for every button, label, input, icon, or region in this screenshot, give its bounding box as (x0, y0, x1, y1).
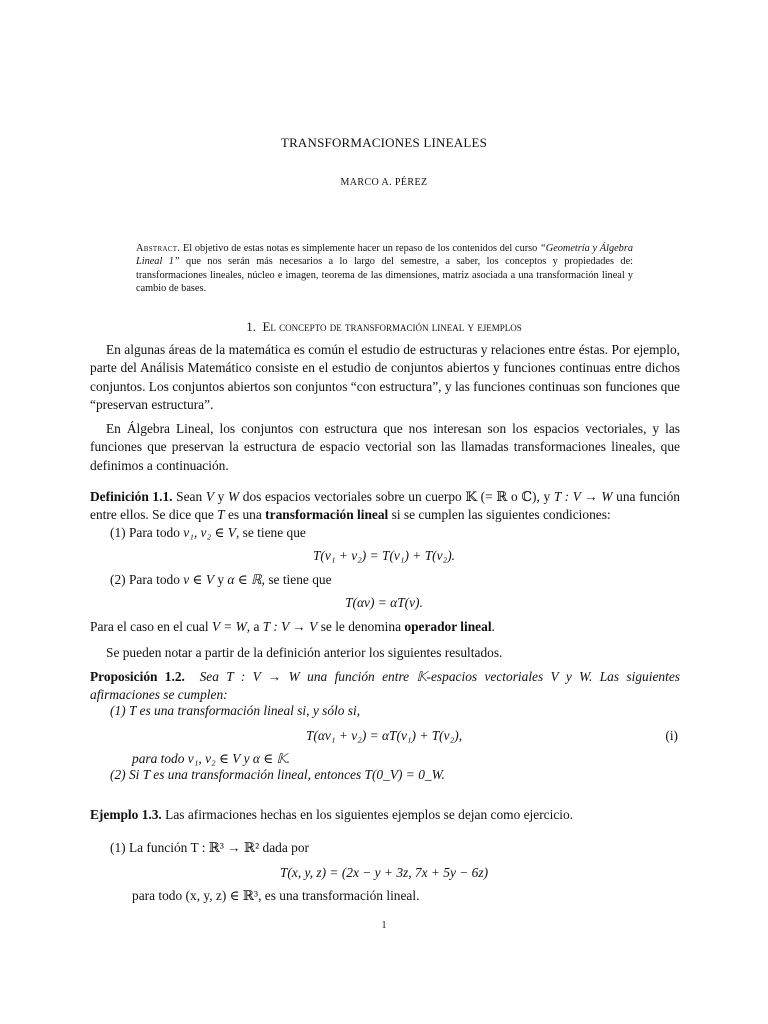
definition-var-w: W (227, 489, 240, 504)
definition-term: transformación lineal (265, 507, 389, 523)
paper-author: MARCO A. PÉREZ (340, 177, 428, 188)
definition-text: una función entre ellos. Se dice que (90, 489, 681, 523)
condition-label: (1) Para todo (110, 525, 184, 540)
definition-text: dos espacios vectoriales sobre un cuerpo (239, 489, 466, 504)
case-term: operador lineal (404, 619, 492, 634)
condition-vars: v ∈ V (183, 572, 214, 587)
definition-text: si se cumplen las siguientes condiciones: (388, 507, 611, 523)
case-text: se le denomina (317, 619, 405, 634)
definition-label: Definición 1.1. (90, 489, 173, 504)
example-text: Las afirmaciones hechas en los siguientes ejemplos se dejan como ejercicio. (161, 807, 574, 822)
abstract (136, 242, 633, 296)
equation-additivity: T(v₁ + v₂) = T(v₁) + T(v₂). (312, 548, 456, 563)
section-heading (0, 319, 768, 335)
proposition-item-1-tail: para todo v₁, v₂ ∈ V y α ∈ 𝕂. (132, 751, 290, 766)
remark-sentence: Se pueden notar a partir de la definición anterior los siguientes resultados. (106, 645, 503, 660)
equation-number: (i) (665, 728, 678, 743)
condition-label: (2) Para todo (110, 572, 184, 587)
condition-alpha: α ∈ ℝ (227, 572, 262, 587)
case-equation: V = W (211, 619, 247, 634)
condition-text: y (214, 572, 228, 587)
section-title: El concepto de transformación lineal y ejemplos (262, 319, 522, 334)
case-map: T : V → V (262, 619, 318, 634)
paragraph-2: En Álgebra Lineal, los conjuntos con estructura que nos interesan son los espacios vectoriales, y las funciones que preservan la estructura de espacio vectorial son las llamadas transformaciones lineales, que definimos a continuación. (90, 421, 680, 473)
example-label: Ejemplo 1.3. (90, 807, 162, 822)
abstract-course: “Geometría y Álgebra Lineal 1” (136, 243, 633, 268)
example-item-1: (1) La función T : ℝ³ → ℝ² dada por (110, 840, 309, 855)
paragraph-1: En algunas áreas de la matemática es común el estudio de estructuras y relaciones entre éstas. Por ejemplo, parte del Análisis Matemático consiste en el estudio de conjuntos abiertos y funciones continuas entre dichos conjuntos. Los conjuntos abiertos son conjuntos “con estructura”, y las funciones continuas son funciones que “preservan estructura”. (90, 342, 680, 412)
definition-block (90, 488, 680, 525)
definition-condition-1 (110, 525, 306, 541)
linear-operator-sentence (90, 619, 495, 635)
equation-homogeneity: T(αv) = αT(v). (345, 595, 423, 610)
definition-text: Sean (172, 489, 206, 504)
definition-map: T : V → W (553, 489, 613, 504)
proposition-item-2: (2) Si T es una transformación lineal, entonces T(0_V) = 0_W. (110, 767, 445, 782)
definition-field: 𝕂 (= ℝ o ℂ) (465, 489, 537, 504)
case-text: Para el caso en el cual (90, 619, 212, 634)
definition-text: es una (224, 507, 266, 523)
section-number: 1. (246, 319, 256, 334)
definition-text: , y (536, 489, 554, 504)
proposition-block (90, 668, 680, 705)
definition-var-t: T (217, 507, 225, 523)
example-item-1-tail: para todo (x, y, z) ∈ ℝ³, es una transformación lineal. (132, 888, 420, 903)
abstract-text-after: que nos serán más necesarios a lo largo del semestre, a saber, los conceptos y propiedades de: transformaciones lineales, núcleo e imagen, teorema de las dimensiones, matriz asociada a una transformación lineal y cambio de bases. (136, 256, 634, 295)
equation-linear-combination: T(αv₁ + v₂) = αT(v₁) + T(v₂), (305, 728, 463, 743)
abstract-text-before: El objetivo de estas notas es simplemente hacer un repaso de los contenidos del curso (180, 243, 541, 254)
definition-condition-2 (110, 572, 332, 588)
proposition-label: Proposición 1.2. (90, 669, 185, 684)
abstract-label: Abstract. (136, 243, 181, 254)
example-heading (90, 807, 573, 823)
definition-text: y (214, 489, 228, 504)
condition-tail: , se tiene que (261, 572, 332, 587)
case-text: , a (246, 619, 263, 634)
equation-example: T(x, y, z) = (2x − y + 3z, 7x + 5y − 6z) (279, 865, 489, 880)
proposition-statement: Sea T : V → W una función entre 𝕂-espacios vectoriales V y W. Las siguientes afirmaciones se cumplen: (90, 669, 680, 703)
condition-tail: , se tiene que (235, 525, 306, 540)
page-number: 1 (381, 920, 387, 931)
proposition-item-1: (1) T es una transformación lineal si, y sólo si, (110, 703, 361, 718)
condition-vars: v₁, v₂ ∈ V (183, 525, 236, 540)
case-text: . (491, 619, 495, 634)
paper-title: TRANSFORMACIONES LINEALES (280, 135, 488, 150)
definition-var-v: V (205, 489, 214, 504)
